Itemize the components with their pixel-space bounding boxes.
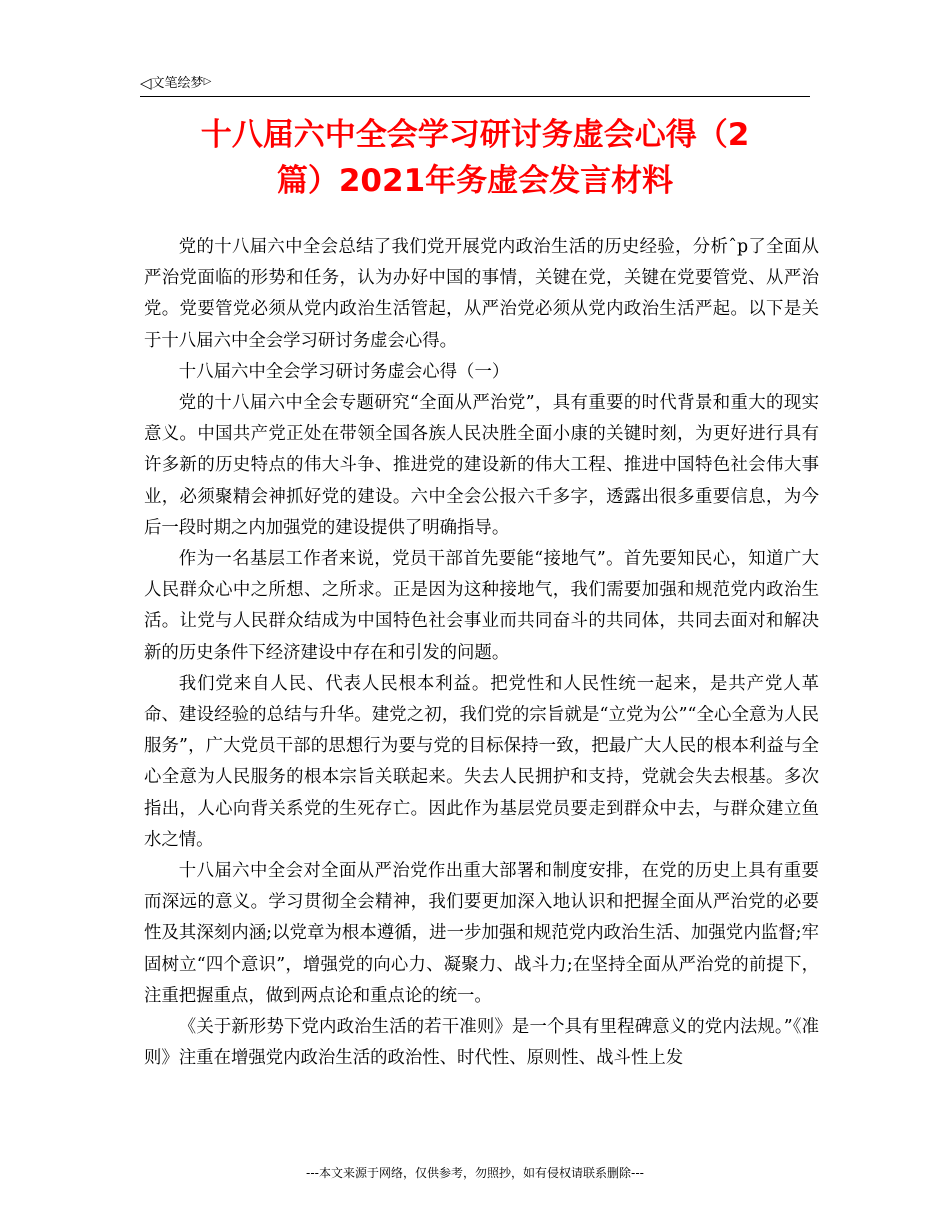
page-header [140, 72, 810, 97]
paragraph: 作为一名基层工作者来说，党员干部首先要能“接地气”。首先要知民心，知道广大人民群众心中之所想、之所求。正是因为这种接地气，我们需要加强和规范党内政治生活。让党与人民群众结成为中国特色社会事业而共同奋斗的共同体，共同去面对和解决新的历史条件下经济建设中存在和引发的问题。 [144, 549, 819, 663]
paragraph: 《关于新形势下党内政治生活的若干准则》是一个具有里程碑意义的党内法规。”《准则》注重在增强党内政治生活的政治性、时代性、原则性、战斗性上发 [144, 1017, 819, 1069]
section-heading: 十八届六中全会学习研讨务虚会心得（一） [178, 361, 510, 382]
paragraph: 我们党来自人民、代表人民根本利益。把党性和人民性统一起来，是共产党人革命、建设经验的总结与升华。建党之初，我们党的宗旨就是“立党为公”“全心全意为人民服务”，广大党员干部的思想行为要与党的目标保持一致，把最广大人民的根本利益与全心全意为人民服务的根本宗旨关联起来。失去人民拥护和支持，党就会失去根基。多次指出，人心向背关系党的生死存亡。因此作为基层党员要走到群众中去，与群众建立鱼水之情。 [144, 673, 819, 850]
document-title [120, 112, 830, 204]
paragraph: 十八届六中全会对全面从严治党作出重大部署和制度安排，在党的历史上具有重要而深远的意义。学习贯彻全会精神，我们要更加深入地认识和把握全面从严治党的必要性及其深刻内涵;以党章为根本遵循，进一步加强和规范党内政治生活、加强党内监督;牢固树立“四个意识”，增强党的向心力、凝聚力、战斗力;在坚持全面从严治党的前提下，注重把握重点，做到两点论和重点论的统一。 [144, 861, 819, 1006]
paragraph: 党的十八届六中全会专题研究“全面从严治党”，具有重要的时代背景和重大的现实意义。中国共产党正处在带领全国各族人民决胜全面小康的关键时刻，为更好进行具有许多新的历史特点的伟大斗争、推进党的建设新的伟大工程、推进中国特色社会伟大事业，必须聚精会神抓好党的建设。六中全会公报六千多字，透露出很多重要信息，为今后一段时期之内加强党的建设提供了明确指导。 [144, 393, 819, 538]
header-brand-text: 文笔绘梦 [151, 76, 204, 91]
page-footer-disclaimer: ---本文来源于网络，仅供参考，勿照抄，如有侵权请联系删除--- [306, 1166, 644, 1180]
right-triangle-icon: ▷ [203, 76, 212, 87]
left-triangle-icon: ◁ [140, 74, 152, 92]
title-line-1: 十八届六中全会学习研讨务虚会心得（2 [200, 117, 750, 153]
title-line-2: 篇）2021年务虚会发言材料 [276, 163, 674, 199]
document-body [144, 232, 819, 1074]
paragraph-intro: 党的十八届六中全会总结了我们党开展党内政治生活的历史经验，分析ˆp了全面从严治党面临的形势和任务，认为办好中国的事情，关键在党，关键在党要管党、从严治党。党要管党必须从党内政治生活管起，从严治党必须从党内政治生活严起。以下是关于十八届六中全会学习研讨务虚会心得。 [144, 237, 819, 351]
